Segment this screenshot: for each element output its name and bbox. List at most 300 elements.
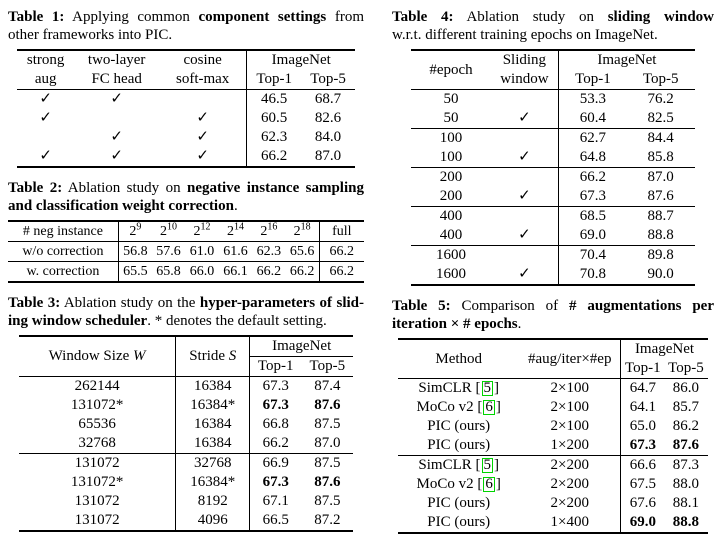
text-run: 200 xyxy=(439,188,463,204)
text-run: 400 xyxy=(439,208,463,224)
text-run: 66.2 xyxy=(579,169,607,185)
caption-line xyxy=(8,8,364,26)
table-row xyxy=(17,147,355,167)
text-run: Table 1: xyxy=(8,9,65,25)
text-run: 60.5 xyxy=(261,110,288,126)
caption-line xyxy=(8,197,364,215)
checkmark-icon: ✓ xyxy=(196,110,209,126)
text-run: 400 xyxy=(439,227,463,243)
table-cell xyxy=(519,456,621,476)
checkmark-icon: ✓ xyxy=(196,148,209,164)
text-run: 65.6 xyxy=(289,244,315,259)
table-cell xyxy=(519,494,621,513)
table-cell xyxy=(398,417,519,436)
text-run: 200 xyxy=(439,169,463,185)
table-row xyxy=(411,109,694,129)
table-cell xyxy=(250,454,302,474)
text-run: 67.3 xyxy=(262,474,289,490)
text-run: 2×100 xyxy=(550,399,589,415)
header-row xyxy=(17,50,355,70)
text-run: 66.5 xyxy=(262,512,289,528)
text-run: 66.8 xyxy=(262,416,289,432)
table-row xyxy=(398,475,707,494)
text-run: 70.4 xyxy=(579,247,607,263)
text-run: 2 xyxy=(226,224,234,239)
checkmark-icon: ✓ xyxy=(110,148,123,164)
checkmark-icon: ✓ xyxy=(39,91,52,107)
table-cell xyxy=(185,262,218,283)
text-run: other frameworks into PIC. xyxy=(8,27,173,43)
table-cell xyxy=(17,147,74,167)
text-run: 16384* xyxy=(190,474,236,490)
text-run: 65.0 xyxy=(629,418,656,434)
table-cell xyxy=(159,128,247,147)
left-column xyxy=(8,8,364,543)
text-run: Comparison of xyxy=(450,298,569,314)
table-row xyxy=(398,398,707,417)
text-run: 131072 xyxy=(74,493,120,509)
table-cell xyxy=(559,187,627,207)
table-row xyxy=(411,207,694,227)
text-run: Ablation study on the xyxy=(60,295,200,311)
table-cell xyxy=(250,492,302,511)
text-run: 66.2 xyxy=(256,264,282,279)
table-cell xyxy=(219,262,252,283)
table-cell xyxy=(664,513,707,533)
table-cell xyxy=(411,148,490,168)
text-run: 131072 xyxy=(74,512,120,528)
table-row xyxy=(19,396,354,415)
text-run: 12 xyxy=(200,221,211,233)
table-cell xyxy=(627,168,695,188)
table-row xyxy=(17,128,355,147)
caption-line xyxy=(392,8,714,26)
text-run: Table 3: xyxy=(8,295,61,311)
text-run: ImageNet xyxy=(597,52,657,68)
text-run: strong xyxy=(26,52,65,68)
table-cell xyxy=(250,396,302,415)
column-header xyxy=(621,339,708,359)
table-cell xyxy=(286,242,319,262)
table-cell xyxy=(519,379,621,399)
table-cell xyxy=(627,129,695,149)
text-run: 87.3 xyxy=(672,457,700,473)
table-cell xyxy=(398,475,519,494)
table-row xyxy=(17,90,355,110)
table-cell xyxy=(176,396,250,415)
column-header xyxy=(301,70,355,90)
text-run: 88.0 xyxy=(672,476,700,492)
text-run: 87.2 xyxy=(314,512,341,528)
table-row xyxy=(411,129,694,149)
table-row xyxy=(398,436,707,456)
text-run: 131072 xyxy=(74,455,120,471)
text-run: 87.0 xyxy=(314,148,342,164)
column-header xyxy=(411,50,490,90)
text-run: Window Size xyxy=(48,348,134,364)
table-cell xyxy=(159,90,247,110)
table-row xyxy=(411,226,694,246)
text-run: w. correction xyxy=(26,264,100,279)
text-run: 32768 xyxy=(78,435,116,451)
text-run: 66.9 xyxy=(262,455,289,471)
table-cell xyxy=(250,511,302,531)
text-run: 64.1 xyxy=(629,399,656,415)
table-cell xyxy=(398,436,519,456)
table-cell xyxy=(664,379,707,399)
column-header xyxy=(664,359,707,379)
table-cell xyxy=(559,90,627,110)
table-cell xyxy=(301,415,353,434)
column-header xyxy=(301,357,353,377)
table-row xyxy=(19,492,354,511)
text-run: MoCo v2 [ xyxy=(416,476,483,492)
column-header xyxy=(152,221,185,242)
text-run: Table 4: xyxy=(392,9,454,25)
table-cell xyxy=(519,417,621,436)
text-run: 53.3 xyxy=(579,91,607,107)
text-run: 50 xyxy=(443,91,459,107)
table5-caption xyxy=(392,297,714,333)
table4-block xyxy=(392,8,714,286)
text-run: 1×400 xyxy=(550,514,589,530)
text-run: 76.2 xyxy=(647,91,674,107)
text-run: soft-max xyxy=(175,71,230,87)
table-row xyxy=(398,513,707,533)
column-header xyxy=(247,50,355,70)
text-run: 2 xyxy=(129,224,137,239)
table-cell xyxy=(301,492,353,511)
table-cell xyxy=(491,246,559,266)
text-run: 2 xyxy=(293,224,301,239)
caption-line xyxy=(392,315,714,333)
header-row xyxy=(8,221,364,242)
text-run: . xyxy=(517,316,522,332)
table-cell xyxy=(664,417,707,436)
table-cell xyxy=(491,109,559,129)
table-cell xyxy=(627,226,695,246)
column-header xyxy=(621,359,664,379)
text-run: 18 xyxy=(300,221,311,233)
table-cell xyxy=(519,513,621,533)
text-run: 65536 xyxy=(78,416,116,432)
table-cell xyxy=(74,109,159,128)
text-run: 100 xyxy=(439,130,463,146)
text-run: 1600 xyxy=(435,247,466,263)
text-run: 87.6 xyxy=(647,188,674,204)
table-cell xyxy=(301,473,353,492)
text-run: 16384 xyxy=(194,435,232,451)
text-run: 88.1 xyxy=(672,495,700,511)
text-run: 16 xyxy=(267,221,278,233)
table1 xyxy=(17,49,355,168)
table-row xyxy=(398,417,707,436)
text-run: window xyxy=(500,71,549,87)
text-run: 16384* xyxy=(190,397,236,413)
text-run: cosine xyxy=(183,52,222,68)
table-row xyxy=(19,454,354,474)
table-cell xyxy=(74,90,159,110)
text-run: 67.6 xyxy=(629,495,656,511)
column-header xyxy=(185,221,218,242)
column-header xyxy=(286,221,319,242)
table-cell xyxy=(559,265,627,285)
text-run: Top-1 xyxy=(257,358,294,374)
column-header xyxy=(319,221,364,242)
text-run: ] xyxy=(495,399,501,415)
text-run: full xyxy=(332,224,352,239)
text-run: w/o correction xyxy=(22,244,104,259)
table-cell xyxy=(411,207,490,227)
text-run: MoCo v2 [ xyxy=(416,399,483,415)
text-run: FC head xyxy=(91,71,142,87)
table-cell xyxy=(247,90,301,110)
column-header xyxy=(559,70,627,90)
text-run: ImageNet xyxy=(634,341,695,357)
text-run: 2×200 xyxy=(550,457,589,473)
text-run: 66.6 xyxy=(629,457,656,473)
column-header xyxy=(250,357,302,377)
table-cell xyxy=(621,475,664,494)
text-run: #epoch xyxy=(429,61,473,78)
text-run: 88.8 xyxy=(672,514,700,530)
text-run: Ablation study on xyxy=(62,180,187,196)
table2-block xyxy=(8,179,364,283)
table-cell xyxy=(247,128,301,147)
text-run: PIC (ours) xyxy=(427,418,491,434)
table-cell xyxy=(250,377,302,397)
table-cell xyxy=(185,242,218,262)
table-cell xyxy=(627,90,695,110)
table-cell xyxy=(301,454,353,474)
table-cell xyxy=(627,187,695,207)
table-cell xyxy=(621,513,664,533)
table-cell xyxy=(491,168,559,188)
text-run: 2×200 xyxy=(550,476,589,492)
checkmark-icon: ✓ xyxy=(110,91,123,107)
table-cell xyxy=(398,379,519,399)
table-cell xyxy=(118,262,151,283)
text-run: 60.4 xyxy=(579,110,607,126)
text-run: 50 xyxy=(443,110,459,126)
table-cell xyxy=(398,494,519,513)
text-run: 85.7 xyxy=(672,399,700,415)
table-cell xyxy=(411,129,490,149)
table-row xyxy=(411,148,694,168)
text-run: 84.0 xyxy=(314,129,342,145)
column-header xyxy=(118,221,151,242)
header-row xyxy=(19,336,354,357)
column-header xyxy=(250,336,354,357)
text-run: 62.3 xyxy=(261,129,288,145)
table-cell xyxy=(491,187,559,207)
column-header xyxy=(627,70,695,90)
table-cell xyxy=(301,434,353,454)
text-run: 87.0 xyxy=(647,169,674,185)
table-cell xyxy=(19,415,176,434)
table4 xyxy=(411,49,694,286)
text-run: 46.5 xyxy=(261,91,288,107)
text-run: 62.7 xyxy=(579,130,607,146)
text-run: Top-5 xyxy=(309,358,346,374)
table-cell xyxy=(176,454,250,474)
column-header xyxy=(398,339,519,379)
text-run: 131072* xyxy=(70,474,124,490)
table-cell xyxy=(559,109,627,129)
checkmark-icon: ✓ xyxy=(39,110,52,126)
text-run: 9 xyxy=(136,221,142,233)
text-run: Stride xyxy=(189,348,229,364)
text-run: 2×100 xyxy=(550,418,589,434)
table4-caption xyxy=(392,8,714,44)
text-run: 65.5 xyxy=(123,264,148,279)
text-run: from xyxy=(326,9,364,25)
text-run: 87.5 xyxy=(314,455,341,471)
text-run: Top-1 xyxy=(625,360,661,376)
text-run: 66.2 xyxy=(261,148,288,164)
text-run: 61.0 xyxy=(189,244,215,259)
text-run: Table 2: xyxy=(8,180,63,196)
table-cell xyxy=(411,90,490,110)
table5 xyxy=(398,338,707,534)
checkmark-icon: ✓ xyxy=(110,129,123,145)
table-row xyxy=(411,168,694,188)
checkmark-icon: ✓ xyxy=(518,110,531,126)
citation-link[interactable]: 5 xyxy=(483,380,492,396)
table-cell xyxy=(301,377,353,397)
table-cell xyxy=(250,473,302,492)
text-run: # augmentations per xyxy=(568,298,714,314)
table-cell xyxy=(664,494,707,513)
text-run: S xyxy=(228,348,237,364)
column-header xyxy=(8,221,118,242)
column-header xyxy=(74,50,159,90)
table3 xyxy=(19,335,354,532)
table-cell xyxy=(319,242,364,262)
text-run: ing window scheduler xyxy=(8,313,148,329)
header-row xyxy=(398,339,707,359)
text-run: SimCLR [ xyxy=(418,457,481,473)
table-cell xyxy=(491,148,559,168)
table-cell xyxy=(74,128,159,147)
text-run: component settings xyxy=(198,9,327,25)
table-cell xyxy=(19,434,176,454)
table-cell xyxy=(301,147,355,167)
checkmark-icon: ✓ xyxy=(518,149,531,165)
table5-block xyxy=(392,297,714,534)
text-run: . xyxy=(233,198,238,214)
table-cell xyxy=(621,456,664,476)
table-cell xyxy=(19,511,176,531)
table-cell xyxy=(519,436,621,456)
table-row xyxy=(398,494,707,513)
caption-line xyxy=(392,26,714,44)
text-run: . xyxy=(147,313,155,329)
checkmark-icon: ✓ xyxy=(39,148,52,164)
table-cell xyxy=(411,265,490,285)
text-run: 82.6 xyxy=(314,110,342,126)
table-row xyxy=(411,265,694,285)
table-row xyxy=(411,187,694,207)
table-cell xyxy=(74,147,159,167)
table-cell xyxy=(411,168,490,188)
text-run: PIC (ours) xyxy=(427,437,491,453)
table-cell xyxy=(250,415,302,434)
table-cell xyxy=(301,109,355,128)
table2 xyxy=(8,220,364,283)
column-header xyxy=(17,50,74,90)
text-run: 88.8 xyxy=(647,227,674,243)
text-run: 87.0 xyxy=(314,435,341,451)
table-cell xyxy=(286,262,319,283)
text-run: 67.5 xyxy=(629,476,656,492)
text-run: Top-1 xyxy=(575,71,611,87)
text-run: 131072* xyxy=(70,397,124,413)
text-run: 2 xyxy=(260,224,268,239)
table-cell xyxy=(8,262,118,283)
text-run: * xyxy=(154,313,163,329)
table-cell xyxy=(559,148,627,168)
text-run: negative instance sampling xyxy=(187,180,364,196)
text-run: 87.5 xyxy=(314,416,341,432)
table-cell xyxy=(559,226,627,246)
citation-link[interactable]: 6 xyxy=(485,399,493,415)
table-row xyxy=(411,246,694,266)
text-run: ImageNet xyxy=(271,52,331,68)
table-row xyxy=(19,511,354,531)
caption-line xyxy=(8,312,364,330)
table-cell xyxy=(8,242,118,262)
table-cell xyxy=(19,396,176,415)
column-header xyxy=(159,50,247,90)
text-run: 87.6 xyxy=(672,437,700,453)
caption-line xyxy=(8,179,364,197)
text-run: 86.2 xyxy=(672,418,700,434)
text-run: 14 xyxy=(233,221,244,233)
table1-caption xyxy=(8,8,364,44)
citation-link[interactable]: 5 xyxy=(483,457,492,473)
text-run: 10 xyxy=(167,221,178,233)
table-cell xyxy=(301,90,355,110)
citation-link[interactable]: 6 xyxy=(485,476,493,492)
text-run: 1×200 xyxy=(550,437,589,453)
column-header xyxy=(19,336,176,377)
text-run: 2 xyxy=(193,224,201,239)
column-header xyxy=(519,339,621,379)
text-run: 16384 xyxy=(194,416,232,432)
table-cell xyxy=(491,265,559,285)
text-run: 8192 xyxy=(197,493,228,509)
text-run: 87.4 xyxy=(314,378,341,394)
text-run: 87.6 xyxy=(314,474,341,490)
text-run: Sliding xyxy=(502,52,547,68)
text-run: 1600 xyxy=(435,266,466,282)
table-cell xyxy=(621,379,664,399)
table-cell xyxy=(411,226,490,246)
text-run: Top-5 xyxy=(668,360,704,376)
caption-line xyxy=(8,294,364,312)
table-row xyxy=(8,242,364,262)
table-cell xyxy=(118,242,151,262)
table-row xyxy=(17,109,355,128)
table-row xyxy=(19,434,354,454)
table-cell xyxy=(159,147,247,167)
text-run: hyper-parameters of slid- xyxy=(199,295,364,311)
table-cell xyxy=(411,187,490,207)
text-run: ] xyxy=(495,476,501,492)
table-cell xyxy=(664,456,707,476)
text-run: 2×200 xyxy=(550,495,589,511)
